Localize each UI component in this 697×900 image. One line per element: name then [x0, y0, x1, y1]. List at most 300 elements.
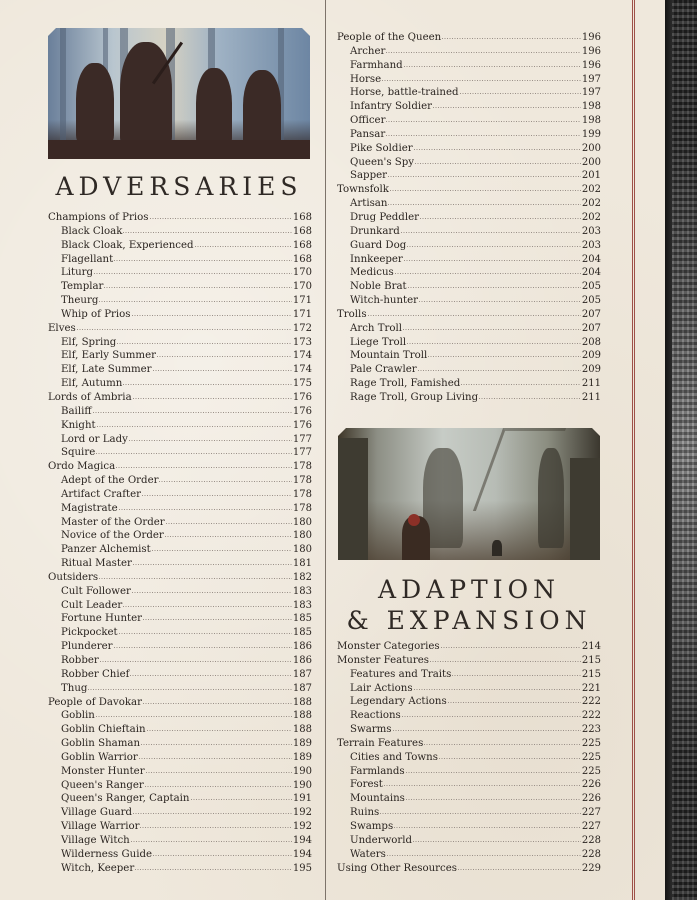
toc-entry-page-number: 226 [581, 779, 601, 791]
toc-entry-label: Black Cloak [61, 225, 123, 237]
dot-leader [150, 218, 292, 219]
dot-leader [408, 287, 581, 288]
dot-leader [166, 523, 292, 524]
toc-entry[interactable] [337, 197, 601, 211]
toc-entry[interactable] [48, 363, 312, 377]
section-title-line-2: & EXPANSION [346, 606, 592, 635]
dot-leader [129, 440, 292, 441]
toc-entry[interactable] [337, 765, 601, 779]
toc-entry-label: Townsfolk [337, 184, 389, 196]
toc-entry-page-number: 183 [292, 585, 312, 597]
toc-entry-label: Innkeeper [350, 253, 403, 265]
toc-entry-page-number: 203 [581, 239, 601, 251]
toc-entry-page-number: 186 [292, 641, 312, 653]
dot-leader [388, 176, 581, 177]
toc-entry[interactable] [337, 280, 601, 294]
dot-leader [452, 675, 581, 676]
toc-entry-label: Horse [350, 73, 382, 85]
toc-entry-page-number: 228 [581, 834, 601, 846]
toc-entry-label: Artisan [350, 198, 388, 210]
toc-entry-page-number: 170 [292, 281, 312, 293]
toc-entry-page-number: 196 [581, 59, 601, 71]
toc-entry-page-number: 177 [292, 447, 312, 459]
dot-leader [414, 689, 581, 690]
dot-leader [448, 702, 581, 703]
toc-entry[interactable] [48, 820, 312, 834]
dot-leader [100, 661, 292, 662]
toc-entry-label: Noble Brat [350, 281, 407, 293]
dot-leader [142, 495, 292, 496]
toc-entry-label: Reactions [350, 710, 401, 722]
dot-leader [413, 841, 581, 842]
binding-shadow [665, 0, 672, 900]
toc-entry-label: Features and Traits [350, 668, 452, 680]
toc-entry[interactable] [337, 834, 601, 848]
toc-entry-label: Goblin Shaman [61, 738, 141, 750]
dot-leader [406, 772, 581, 773]
toc-entry[interactable] [337, 142, 601, 156]
toc-entry-label: Cities and Towns [350, 751, 438, 763]
toc-entry-page-number: 192 [292, 807, 312, 819]
section-title-line-1: ADAPTION [378, 575, 560, 604]
toc-entry-page-number: 202 [581, 211, 601, 223]
toc-entry[interactable] [48, 433, 312, 447]
toc-entry-page-number: 187 [292, 668, 312, 680]
toc-entry[interactable] [48, 266, 312, 280]
toc-entry-page-number: 197 [581, 73, 601, 85]
toc-entry-label: People of the Queen [337, 32, 442, 43]
toc-entry-label: Village Guard [61, 807, 132, 819]
toc-entry-page-number: 173 [292, 336, 312, 348]
toc-entry-label: Elf, Early Summer [61, 350, 156, 362]
toc-entry-label: Underworld [350, 834, 413, 846]
toc-entry[interactable] [48, 529, 312, 543]
dot-leader [388, 204, 580, 205]
toc-entry-page-number: 226 [581, 793, 601, 805]
toc-entry-label: Waters [350, 848, 386, 860]
toc-entry-label: Trolls [337, 308, 367, 320]
toc-entry-label: Squire [61, 447, 96, 459]
toc-entry-page-number: 191 [292, 793, 312, 805]
toc-entry[interactable] [337, 806, 601, 820]
toc-entry-label: Medicus [350, 267, 394, 279]
toc-entry[interactable] [337, 792, 601, 806]
toc-entry-label: Horse, battle-trained [350, 87, 459, 99]
toc-entry[interactable] [337, 778, 601, 792]
dot-leader [414, 149, 581, 150]
toc-entry[interactable] [337, 86, 601, 100]
toc-entry-label: Arch Troll [350, 322, 403, 334]
toc-entry-label: Farmhand [350, 59, 403, 71]
toc-entry-label: Legendary Actions [350, 696, 447, 708]
toc-list-adversaries [48, 211, 312, 876]
dot-leader [130, 675, 292, 676]
toc-entry-label: Elf, Spring [61, 336, 117, 348]
toc-entry-page-number: 186 [292, 655, 312, 666]
toc-entry[interactable] [337, 737, 601, 751]
toc-entry[interactable] [48, 682, 312, 696]
dot-leader [403, 329, 581, 330]
adversaries-illustration [48, 28, 310, 159]
toc-entry[interactable] [337, 294, 601, 308]
toc-list-adversaries-continued [337, 31, 601, 405]
toc-entry[interactable] [48, 626, 312, 640]
toc-entry[interactable] [48, 239, 312, 253]
toc-entry[interactable] [48, 779, 312, 793]
toc-entry-label: Officer [350, 115, 386, 127]
toc-entry-label: Panzer Alchemist [61, 544, 151, 556]
toc-entry-page-number: 182 [292, 571, 312, 583]
dot-leader [104, 287, 291, 288]
toc-entry-label: Witch-hunter [350, 295, 419, 307]
dot-leader [157, 356, 292, 357]
toc-entry-page-number: 190 [292, 779, 312, 791]
toc-entry-page-number: 178 [292, 475, 312, 487]
toc-entry[interactable] [48, 474, 312, 488]
dot-leader [131, 841, 292, 842]
toc-entry[interactable] [337, 266, 601, 280]
toc-entry-label: Pike Soldier [350, 142, 413, 154]
toc-entry-page-number: 209 [581, 364, 601, 376]
toc-entry-label: Queen's Ranger [61, 779, 144, 791]
toc-entry-page-number: 211 [581, 391, 601, 403]
toc-entry[interactable] [48, 349, 312, 363]
toc-entry-label: Knight [61, 419, 96, 431]
dot-leader [143, 619, 292, 620]
toc-entry-label: Mountain Troll [350, 350, 428, 362]
toc-entry-label: Witch, Keeper [61, 862, 135, 874]
toc-entry-page-number: 171 [292, 308, 312, 320]
toc-entry-label: Adept of the Order [61, 475, 159, 487]
dot-leader [380, 813, 581, 814]
toc-entry[interactable] [48, 709, 312, 723]
toc-entry[interactable] [48, 336, 312, 350]
toc-entry-label: Magistrate [61, 502, 118, 514]
toc-entry[interactable] [48, 571, 312, 585]
dot-leader [99, 301, 292, 302]
toc-entry[interactable] [337, 114, 601, 128]
dot-leader [401, 232, 581, 233]
toc-entry[interactable] [48, 654, 312, 668]
toc-entry-label: Infantry Soldier [350, 101, 432, 113]
toc-entry-label: Rage Troll, Group Living [350, 391, 479, 403]
dot-leader [407, 246, 581, 247]
toc-entry-page-number: 225 [581, 765, 601, 777]
toc-entry[interactable] [48, 405, 312, 419]
toc-entry-page-number: 190 [292, 765, 312, 777]
toc-entry-label: Lords of Ambria [48, 391, 132, 403]
toc-entry-label: Goblin [61, 710, 95, 722]
toc-entry-page-number: 223 [581, 724, 601, 736]
toc-entry-label: Elves [48, 322, 76, 334]
toc-entry-label: Liege Troll [350, 336, 407, 348]
dot-leader [152, 550, 292, 551]
toc-entry-label: Wilderness Guide [61, 848, 153, 860]
toc-entry[interactable] [337, 848, 601, 862]
toc-entry[interactable] [48, 488, 312, 502]
toc-entry-page-number: 170 [292, 267, 312, 279]
toc-entry-page-number: 227 [581, 807, 601, 819]
toc-entry-page-number: 197 [581, 87, 601, 99]
toc-entry-page-number: 172 [292, 322, 312, 334]
toc-entry[interactable] [48, 419, 312, 433]
dot-leader [93, 412, 292, 413]
toc-entry[interactable] [337, 322, 601, 336]
toc-entry-page-number: 198 [581, 101, 601, 113]
toc-entry-label: Monster Hunter [61, 765, 145, 777]
toc-entry-page-number: 174 [292, 364, 312, 376]
dot-leader [119, 633, 292, 634]
dot-leader [384, 785, 581, 786]
toc-entry-label: Monster Categories [337, 641, 440, 652]
column-divider [325, 0, 326, 900]
toc-entry-label: Champions of Prios [48, 212, 149, 223]
toc-entry[interactable] [337, 128, 601, 142]
toc-entry-label: Ruins [350, 807, 380, 819]
toc-entry-label: Bailiff [61, 405, 92, 417]
toc-entry-label: Elf, Late Summer [61, 364, 152, 376]
dot-leader [195, 246, 292, 247]
dot-leader [415, 163, 581, 164]
toc-entry[interactable] [337, 169, 601, 183]
toc-entry-label: Queen's Ranger, Captain [61, 793, 190, 805]
toc-entry-page-number: 221 [581, 682, 601, 694]
toc-entry[interactable] [337, 349, 601, 363]
toc-entry[interactable] [337, 668, 601, 682]
toc-entry[interactable] [48, 543, 312, 557]
toc-entry-page-number: 187 [292, 682, 312, 694]
toc-entry-page-number: 176 [292, 419, 312, 431]
toc-entry-page-number: 203 [581, 225, 601, 237]
toc-entry-page-number: 204 [581, 267, 601, 279]
toc-entry-label: Ritual Master [61, 558, 132, 570]
toc-entry-label: Cult Leader [61, 599, 123, 611]
toc-entry[interactable] [48, 280, 312, 294]
toc-entry[interactable] [48, 377, 312, 391]
toc-entry-page-number: 225 [581, 751, 601, 763]
toc-entry[interactable] [48, 792, 312, 806]
toc-entry-label: Swarms [350, 724, 392, 736]
toc-entry-label: Lord or Lady [61, 433, 128, 445]
toc-entry[interactable] [337, 253, 601, 267]
toc-entry[interactable] [48, 253, 312, 267]
toc-entry-page-number: 205 [581, 295, 601, 307]
toc-entry[interactable] [337, 308, 601, 322]
toc-entry[interactable] [337, 73, 601, 87]
toc-entry-page-number: 192 [292, 821, 312, 833]
toc-entry-label: Theurg [61, 295, 99, 307]
toc-entry-label: Novice of the Order [61, 530, 164, 542]
toc-entry[interactable] [48, 848, 312, 862]
toc-entry-label: Artifact Crafter [61, 488, 141, 500]
toc-entry-page-number: 215 [581, 668, 601, 680]
toc-entry[interactable] [337, 751, 601, 765]
toc-entry[interactable] [48, 585, 312, 599]
toc-entry[interactable] [48, 446, 312, 460]
toc-entry[interactable] [48, 696, 312, 710]
toc-entry[interactable] [337, 100, 601, 114]
dot-leader [143, 703, 292, 704]
dot-leader [386, 121, 580, 122]
toc-entry[interactable] [48, 516, 312, 530]
toc-entry[interactable] [48, 723, 312, 737]
toc-entry[interactable] [337, 695, 601, 709]
toc-entry[interactable] [337, 709, 601, 723]
toc-entry-page-number: 188 [292, 710, 312, 722]
toc-entry-label: Rage Troll, Famished [350, 378, 461, 390]
dot-leader [394, 827, 581, 828]
toc-entry[interactable] [337, 336, 601, 350]
toc-entry[interactable] [337, 31, 601, 45]
toc-entry-label: Pansar [350, 128, 386, 140]
toc-entry-label: Flagellant [61, 253, 114, 265]
dot-leader [133, 398, 292, 399]
dot-leader [382, 80, 581, 81]
toc-entry-label: Ordo Magica [48, 461, 116, 473]
toc-entry-page-number: 176 [292, 391, 312, 403]
dot-leader [433, 107, 581, 108]
toc-entry[interactable] [48, 599, 312, 613]
toc-entry[interactable] [48, 557, 312, 571]
toc-entry[interactable] [48, 862, 312, 876]
dot-leader [424, 744, 581, 745]
toc-entry[interactable] [48, 751, 312, 765]
dot-leader [390, 190, 581, 191]
toc-entry[interactable] [337, 156, 601, 170]
dot-leader [428, 356, 581, 357]
toc-entry[interactable] [337, 723, 601, 737]
toc-entry-label: Forest [350, 779, 383, 791]
toc-entry-page-number: 183 [292, 599, 312, 611]
dot-leader [153, 855, 292, 856]
toc-entry-page-number: 202 [581, 184, 601, 196]
dot-leader [135, 869, 292, 870]
margin-rule [632, 0, 635, 900]
toc-entry-label: Mountains [350, 793, 405, 805]
toc-entry-label: Lair Actions [350, 682, 413, 694]
toc-entry[interactable] [48, 460, 312, 474]
toc-entry-page-number: 208 [581, 336, 601, 348]
toc-entry[interactable] [48, 391, 312, 405]
dot-leader [191, 799, 292, 800]
toc-entry-page-number: 189 [292, 738, 312, 750]
toc-entry-label: Black Cloak, Experienced [61, 239, 194, 251]
dot-leader [140, 827, 291, 828]
toc-entry[interactable] [337, 211, 601, 225]
book-binding-texture [672, 0, 697, 900]
section-title-adversaries: ADVERSARIES [55, 172, 303, 201]
toc-entry-page-number: 178 [292, 502, 312, 514]
toc-entry[interactable] [48, 211, 312, 225]
toc-entry-label: Drunkard [350, 225, 400, 237]
toc-entry-page-number: 225 [581, 737, 601, 749]
toc-entry-page-number: 228 [581, 848, 601, 860]
dot-leader [77, 329, 292, 330]
dot-leader [420, 218, 581, 219]
toc-entry-label: Fortune Hunter [61, 613, 142, 625]
adaption-illustration [338, 428, 600, 560]
toc-entry-page-number: 185 [292, 613, 312, 625]
toc-entry[interactable] [337, 862, 601, 876]
toc-entry-page-number: 198 [581, 115, 601, 127]
toc-entry[interactable] [48, 806, 312, 820]
toc-entry[interactable] [48, 322, 312, 336]
dot-leader [368, 315, 581, 316]
toc-entry-page-number: 205 [581, 281, 601, 293]
toc-entry-page-number: 195 [292, 862, 312, 874]
toc-entry-page-number: 207 [581, 322, 601, 334]
toc-entry[interactable] [337, 820, 601, 834]
toc-entry[interactable] [337, 183, 601, 197]
toc-entry[interactable] [337, 654, 601, 668]
dot-leader [430, 661, 581, 662]
toc-entry-page-number: 207 [581, 308, 601, 320]
toc-entry[interactable] [48, 640, 312, 654]
dot-leader [123, 384, 292, 385]
toc-entry[interactable] [48, 294, 312, 308]
toc-entry[interactable] [337, 239, 601, 253]
toc-entry[interactable] [48, 737, 312, 751]
toc-entry-page-number: 189 [292, 751, 312, 763]
toc-entry-label: Master of the Order [61, 516, 165, 528]
toc-entry[interactable] [337, 377, 601, 391]
dot-leader [460, 93, 581, 94]
dot-leader [99, 578, 292, 579]
toc-entry[interactable] [48, 668, 312, 682]
dot-leader [159, 481, 291, 482]
toc-entry[interactable] [337, 363, 601, 377]
toc-entry-label: Pale Crawler [350, 364, 417, 376]
toc-entry[interactable] [337, 59, 601, 73]
dot-leader [402, 716, 581, 717]
toc-entry-page-number: 227 [581, 820, 601, 832]
toc-entry-label: Swamps [350, 820, 394, 832]
toc-entry[interactable] [48, 834, 312, 848]
dot-leader [439, 758, 581, 759]
toc-entry-page-number: 168 [292, 253, 312, 265]
toc-entry[interactable] [337, 225, 601, 239]
toc-entry[interactable] [337, 640, 601, 654]
toc-entry[interactable] [48, 502, 312, 516]
toc-entry[interactable] [337, 682, 601, 696]
toc-entry-label: Robber Chief [61, 668, 130, 680]
toc-entry[interactable] [337, 45, 601, 59]
dot-leader [393, 730, 581, 731]
dot-leader [404, 66, 581, 67]
dot-leader [141, 744, 292, 745]
toc-entry-page-number: 214 [581, 641, 601, 652]
dot-leader [88, 689, 291, 690]
toc-entry-label: Whip of Prios [61, 308, 131, 320]
dot-leader [165, 536, 292, 537]
toc-entry[interactable] [48, 308, 312, 322]
dot-leader [442, 38, 581, 39]
toc-entry[interactable] [48, 225, 312, 239]
toc-entry[interactable] [48, 765, 312, 779]
toc-entry[interactable] [337, 391, 601, 405]
toc-entry-label: Village Warrior [61, 821, 140, 833]
toc-entry-page-number: 180 [292, 544, 312, 556]
toc-entry-page-number: 178 [292, 461, 312, 473]
toc-entry-label: Drug Peddler [350, 211, 419, 223]
dot-leader [117, 343, 292, 344]
toc-entry-page-number: 178 [292, 488, 312, 500]
dot-leader [139, 758, 292, 759]
dot-leader [96, 453, 292, 454]
toc-entry-page-number: 196 [581, 45, 601, 57]
toc-entry-label: Using Other Resources [337, 862, 457, 874]
toc-entry[interactable] [48, 612, 312, 626]
